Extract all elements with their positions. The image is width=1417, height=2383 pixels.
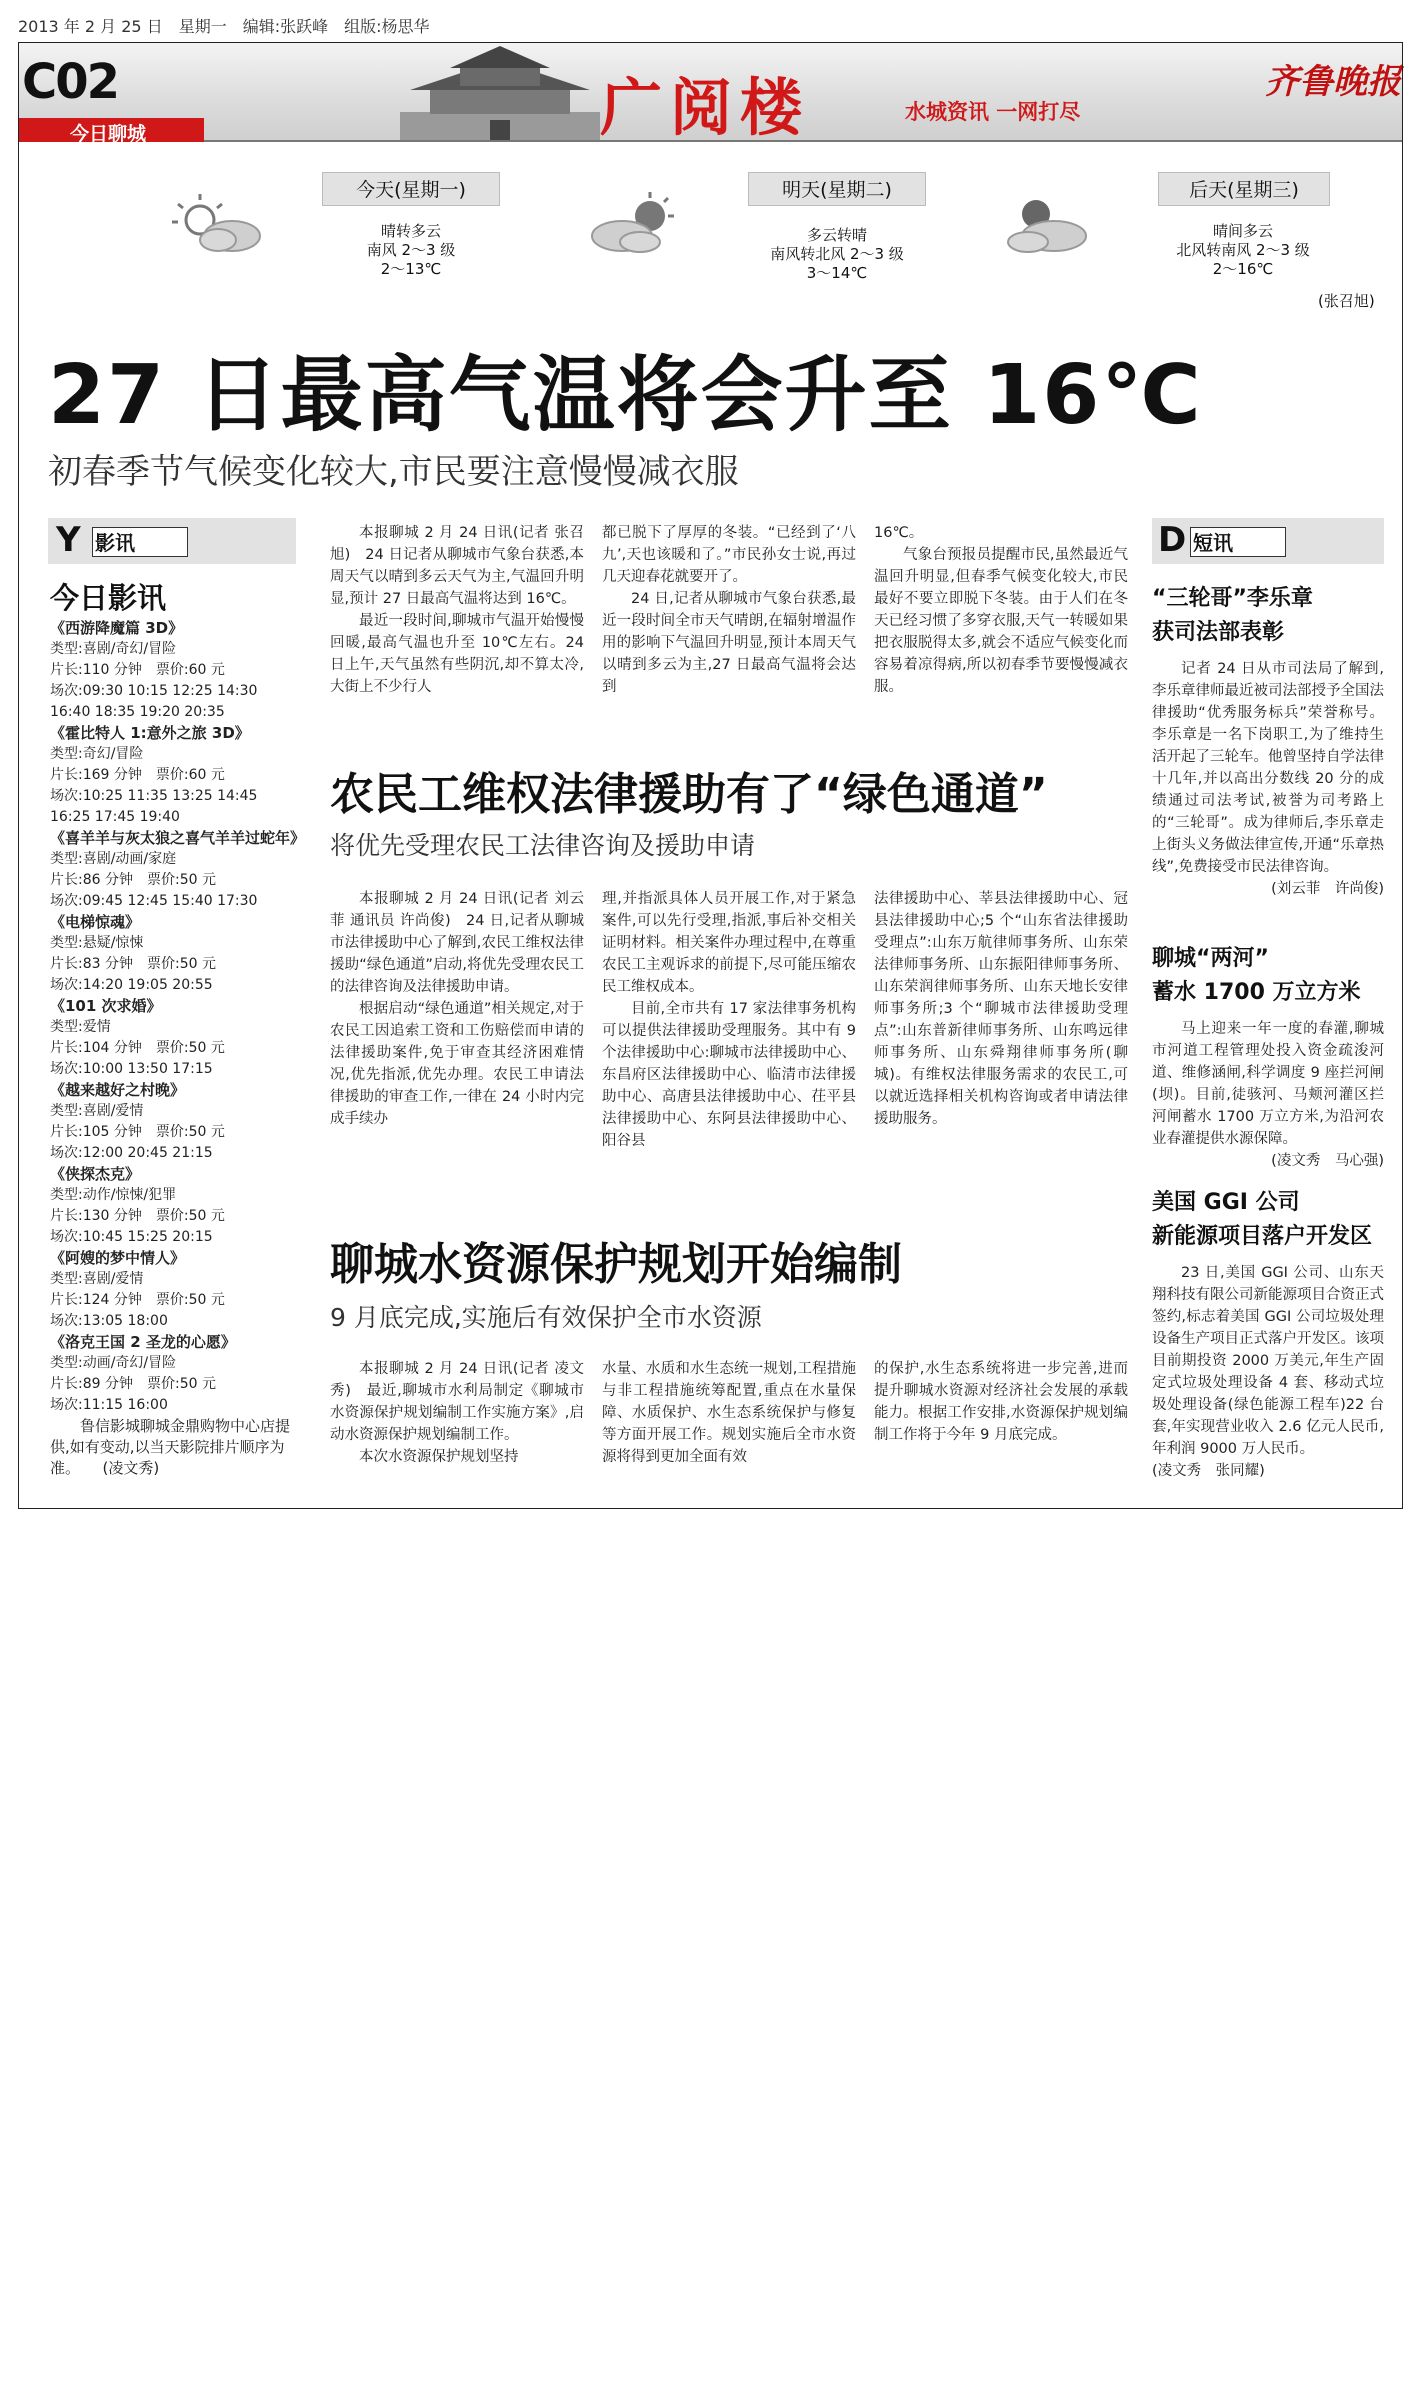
section-slogan: 水城资讯 一网打尽 — [905, 100, 1081, 124]
weather-temp: 3～14℃ — [806, 264, 868, 282]
weather-wind: 南风 2～3 级 — [366, 241, 456, 259]
issue-info: 2013 年 2 月 25 日 星期一 编辑:张跃峰 组版:杨思华 — [18, 17, 430, 36]
movie-item: 《越来越好之村晚》 类型:喜剧/爱情 片长:105 分钟 票价:50 元 场次:12:00 20:45 21:15 — [50, 1081, 225, 1161]
weather-day-after-label: 后天(星期三) — [1158, 172, 1330, 206]
weather-desc: 多云转晴 — [806, 226, 867, 244]
weather-wind: 北风转南风 2～3 级 — [1176, 241, 1310, 259]
section-label: 今日聊城 — [70, 123, 147, 145]
brief-item — [1152, 942, 1384, 1172]
brief-item — [1152, 582, 1384, 900]
brief-text: 23 日,美国 GGI 公司、山东天翔科技有限公司新能源项目合资正式签约,标志着美国 GGI 公司垃圾处理设备生产项目正式落户开发区。该项目前期投资 2000 万美元,年生产固定式垃圾处理设备 4 套、移动式垃圾处理设备(绿色能源工程车)22 台套,年实现营业收入 2.6 亿元人民币,年利润 9000 万人民币。 — [1152, 1265, 1384, 1457]
sun-cloud-icon — [988, 190, 1098, 260]
article2-col-2: 理,并指派具体人员开展工作,对于紧急案件,可以先行受理,指派,事后补交相关证明材料。相关案件办理过程中,在尊重农民工主观诉求的前提下,尽可能压缩农民工维权成本。 目前,全市共有 17 家法律事务机构可以提供法律援助受理服务。其中有 9 个法律援助中心:聊城市法律援助中心、东昌府区法律援助中心、临清市法律援助中心、高唐县法律援助中心、茌平县法律援助中心、东阿县法律援助中心、阳谷县 — [602, 891, 856, 1149]
lead-headline: 27 日最高气温将会升至 16℃ — [48, 348, 1203, 443]
section-title: 广阅楼 — [600, 71, 811, 144]
weather-temp: 2～16℃ — [1212, 260, 1274, 278]
brief-credit: (凌文秀 马心强) — [1271, 1153, 1384, 1169]
weather-day-today-label: 今天(星期一) — [322, 172, 500, 206]
movie-item: 《阿嫂的梦中情人》 类型:喜剧/爱情 片长:124 分钟 票价:50 元 场次:13:05 18:00 — [50, 1249, 225, 1329]
weather-day-tomorrow-label: 明天(星期二) — [748, 172, 926, 206]
brief-title: 新能源项目落户开发区 — [1152, 1224, 1373, 1249]
brief-item — [1152, 1186, 1384, 1482]
article2-col-3: 法律援助中心、莘县法律援助中心、冠县法律援助中心;5 个“山东省法律援助受理点”:山东万航律师事务所、山东荣法律师事务所、山东振阳律师事务所、山东荣润律师事务所、山东天地长安律师事务所;3 个“聊城市法律援助受理点”:山东普新律师事务所、山东鸣远律师事务所、山东舜翔律师事务所(聊城)。有维权法律服务需求的农民工,可以就近选择相关机构咨询或者申请法律援助服务。 — [874, 891, 1128, 1127]
lead-subhead: 初春季节气候变化较大,市民要注意慢慢减衣服 — [48, 452, 739, 492]
movie-item: 《101 次求婚》 类型:爱情 片长:104 分钟 票价:50 元 场次:10:00 13:50 17:15 — [50, 997, 225, 1077]
weather-desc: 晴间多云 — [1212, 222, 1273, 240]
article3-subhead: 9 月底完成,实施后有效保护全市水资源 — [330, 1303, 762, 1332]
article2-col-1: 本报聊城 2 月 24 日讯(记者 刘云菲 通讯员 许尚俊) 24 日,记者从聊城市法律援助中心了解到,农民工维权法律援助“绿色通道”启动,将优先受理农民工的法律咨询及法律援助申请。 根据启动“绿色通道”相关规定,对于农民工因追索工资和工伤赔偿而申请的法律援助案件,免于审查其经济困难情况,优先指派,优先办理。农民工申请法律援助的审查工作,一律在 24 小时内完成手续办 — [330, 891, 584, 1127]
movie-item: 《喜羊羊与灰太狼之喜气羊羊过蛇年》 类型:喜剧/动画/家庭 片长:86 分钟 票价:50 元 场次:09:45 12:45 15:40 17:30 — [50, 829, 306, 909]
article3-col-2: 水量、水质和水生态统一规划,工程措施与非工程措施统筹配置,重点在水量保障、水质保护、水生态系统保护与修复等方面开展工作。规划实施后全市水资源将得到更加全面有效 — [602, 1361, 856, 1465]
movie-item: 《西游降魔篇 3D》 类型:喜剧/奇幻/冒险 片长:110 分钟 票价:60 元 场次:09:30 10:15 12:25 14:30 16:40 18:35 19:20 20:35 — [50, 619, 258, 720]
lead-col-2: 都已脱下了厚厚的冬装。“已经到了‘八九’,天也该暖和了。”市民孙女士说,再过几天迎春花就要开了。 24 日,记者从聊城市气象台获悉,最近一段时间全市天气晴朗,在辐射增温作用的影响下气温回升明显,预计本周天气以晴到多云为主,27 日最高气温将会达到 — [602, 525, 856, 695]
movies-note: 鲁信影城聊城金鼎购物中心店提供,如有变动,以当天影院排片顺序为准。 (凌文秀) — [50, 1417, 291, 1477]
weather-credit: (张召旭) — [1318, 292, 1375, 310]
brief-title: “三轮哥”李乐章 — [1152, 586, 1313, 611]
brief-credit: (凌文秀 张同耀) — [1152, 1463, 1265, 1479]
movie-item: 《霍比特人 1:意外之旅 3D》 类型:奇幻/冒险 片长:169 分钟 票价:60 元 场次:10:25 11:35 13:25 14:45 16:25 17:45 19:40 — [50, 724, 258, 825]
brief-title: 获司法部表彰 — [1152, 620, 1285, 645]
movie-list — [50, 618, 306, 1479]
newspaper-logo: 齐鲁晚报 — [1265, 62, 1401, 102]
weather-day-today — [322, 222, 500, 279]
movies-letter: Y — [56, 520, 81, 560]
movie-item: 《洛克王国 2 圣龙的心愿》 类型:动画/奇幻/冒险 片长:89 分钟 票价:50 元 场次:11:15 16:00 — [50, 1333, 236, 1413]
briefs-box: 短讯 — [1190, 527, 1286, 557]
movie-item: 《电梯惊魂》 类型:悬疑/惊悚 片长:83 分钟 票价:50 元 场次:14:20 19:05 20:55 — [50, 913, 216, 993]
lead-col-3: 16℃。 气象台预报员提醒市民,虽然最近气温回升明显,但春季气候变化较大,市民最好不要立即脱下冬装。由于人们在冬天已经习惯了多穿衣服,天气一转暖如果把衣服脱得太多,就会不适应气候变化而容易着凉得病,所以初春季节要慢慢减衣服。 — [874, 525, 1128, 695]
brief-title: 蓄水 1700 万立方米 — [1152, 980, 1361, 1005]
movies-title: 今日影讯 — [50, 581, 167, 615]
partly-cloudy-icon — [160, 190, 270, 260]
brief-credit: (刘云菲 许尚俊) — [1271, 881, 1384, 897]
briefs-letter: D — [1158, 520, 1187, 560]
weather-desc: 晴转多云 — [380, 222, 441, 240]
brief-text: 马上迎来一年一度的春灌,聊城市河道工程管理处投入资金疏浚河道、维修涵闸,科学调度 9 座拦河闸(坝)。目前,徒骇河、马颊河灌区拦河闸蓄水 1700 万立方米,为沿河农业春灌提供水源保障。 — [1152, 1021, 1384, 1147]
page-number: C02 — [22, 54, 119, 110]
article3-col-3: 的保护,水生态系统将进一步完善,进而提升聊城水资源对经济社会发展的承载能力。根据工作安排,水资源保护规划编制工作将于今年 9 月底完成。 — [874, 1361, 1128, 1443]
weather-wind: 南风转北风 2～3 级 — [770, 245, 904, 263]
weather-day-after — [1134, 222, 1352, 279]
weather-temp: 2～13℃ — [380, 260, 442, 278]
cloudy-sun-icon — [580, 190, 690, 260]
article3-headline: 聊城水资源保护规划开始编制 — [330, 1239, 902, 1290]
brief-text: 记者 24 日从市司法局了解到,李乐章律师最近被司法部授予全国法律援助“优秀服务标兵”荣誉称号。李乐章是一名下岗职工,为了维持生活开起了三轮车。他曾坚持自学法律十几年,并以高出分数线 20 分的成绩通过司法考试,被誉为司考路上的“三轮哥”。成为律师后,李乐章走上街头义务做法律宣传,开通“乐章热线”,免费接受市民法律咨询。 — [1152, 661, 1384, 875]
brief-title: 聊城“两河” — [1152, 946, 1269, 971]
brief-title: 美国 GGI 公司 — [1152, 1190, 1300, 1215]
lead-col-1: 本报聊城 2 月 24 日讯(记者 张召旭) 24 日记者从聊城市气象台获悉,本周天气以晴到多云天气为主,气温回升明显,预计 27 日最高气温将达到 16℃。 最近一段时间,聊城市气温开始慢慢回暖,最高气温也升至 10℃左右。24 日上午,天气虽然有些阴沉,却不算太冷,大街上不少行人 — [330, 525, 584, 695]
article3-col-1: 本报聊城 2 月 24 日讯(记者 凌文秀) 最近,聊城市水利局制定《聊城市水资源保护规划编制工作实施方案》,启动水资源保护规划编制工作。 本次水资源保护规划坚持 — [330, 1361, 584, 1465]
movie-item: 《侠探杰克》 类型:动作/惊悚/犯罪 片长:130 分钟 票价:50 元 场次:10:45 15:25 20:15 — [50, 1165, 225, 1245]
article2-headline: 农民工维权法律援助有了“绿色通道” — [330, 769, 1048, 820]
article2-subhead: 将优先受理农民工法律咨询及援助申请 — [330, 831, 756, 860]
weather-day-tomorrow — [728, 226, 946, 283]
movies-box: 影讯 — [92, 527, 188, 557]
